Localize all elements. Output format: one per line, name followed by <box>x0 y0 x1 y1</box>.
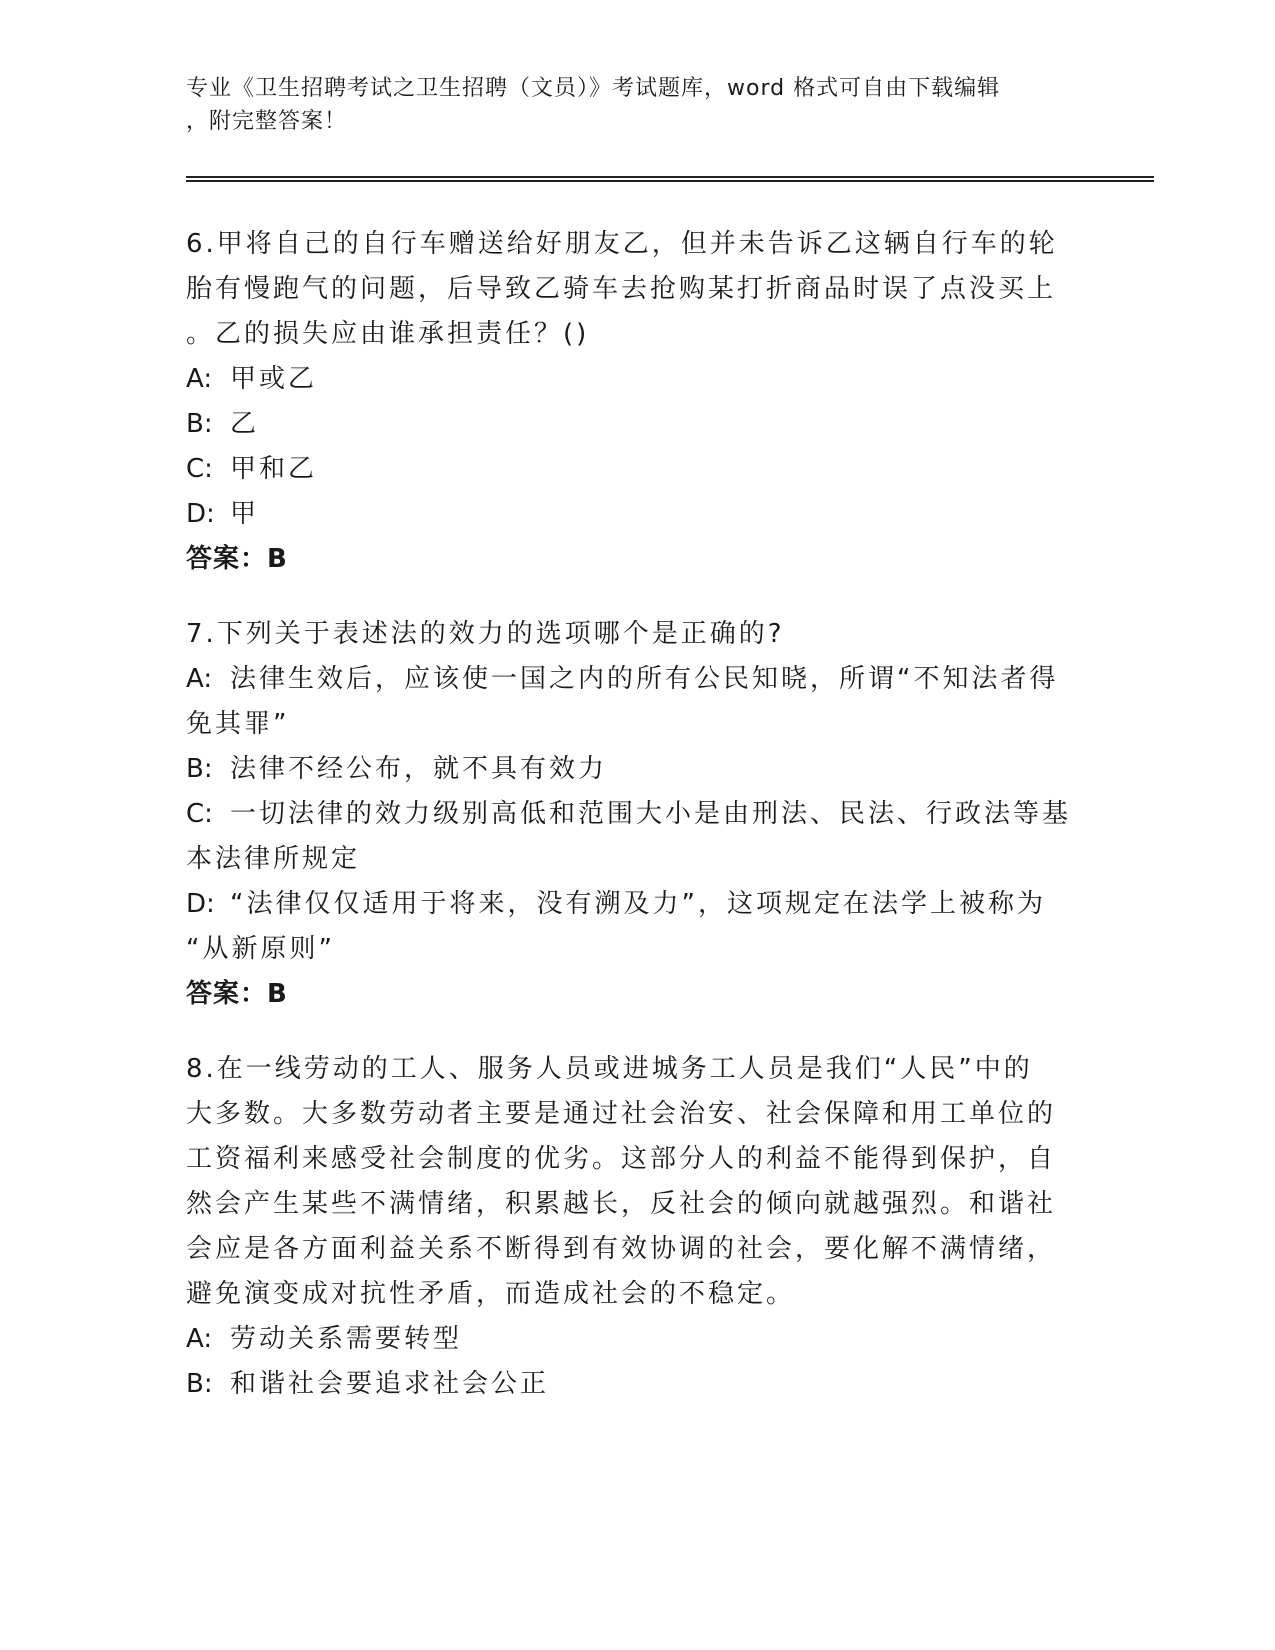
option-text-continuation: 免其罪” <box>186 709 290 739</box>
option-letter: B: <box>186 754 213 784</box>
question-7 <box>186 612 1086 1017</box>
option-text: 甲和乙 <box>230 454 318 484</box>
option-text: “法律仅仅适用于将来，没有溯及力”，这项规定在法学上被称为 <box>230 889 1046 919</box>
option-text: 乙 <box>230 409 260 439</box>
question-text-line: 6.甲将自己的自行车赠送给好朋友乙，但并未告诉乙这辆自行车的轮 <box>186 229 1058 259</box>
question-text-line: 会应是各方面利益关系不断得到有效协调的社会，要化解不满情绪， <box>186 1234 1057 1264</box>
header-line-1: 专业《卫生招聘考试之卫生招聘（文员）》考试题库，word 格式可自由下载编辑 <box>186 76 1001 101</box>
option-text: 和谐社会要追求社会公正 <box>230 1369 550 1399</box>
option-d <box>186 492 1086 537</box>
question-text-line: 然会产生某些不满情绪，积累越长，反社会的倾向就越强烈。和谐社 <box>186 1189 1057 1219</box>
option-text: 甲或乙 <box>230 364 318 394</box>
question-text-line: 工资福利来感受社会制度的优劣。这部分人的利益不能得到保护，自 <box>186 1144 1057 1174</box>
option-letter: D: <box>186 499 215 529</box>
option-letter: D: <box>186 889 215 919</box>
option-c <box>186 447 1086 492</box>
option-c <box>186 792 1086 837</box>
option-a <box>186 357 1086 402</box>
header-line-2: ，附完整答案！ <box>186 109 348 134</box>
question-text-line: 胎有慢跑气的问题，后导致乙骑车去抢购某打折商品时误了点没买上 <box>186 274 1057 304</box>
header-divider <box>186 176 1154 182</box>
option-text: 法律不经公布，就不具有效力 <box>230 754 608 784</box>
option-letter: A: <box>186 664 213 694</box>
question-text-line: 大多数。大多数劳动者主要是通过社会治安、社会保障和用工单位的 <box>186 1099 1057 1129</box>
answer-label: 答案：B <box>186 979 288 1009</box>
option-text: 甲 <box>230 499 260 529</box>
option-text: 劳动关系需要转型 <box>230 1324 463 1354</box>
option-letter: C: <box>186 799 213 829</box>
question-text-line: 。乙的损失应由谁承担责任？() <box>186 319 590 349</box>
option-letter: B: <box>186 409 213 439</box>
option-text: 法律生效后，应该使一国之内的所有公民知晓，所谓“不知法者得 <box>230 664 1059 694</box>
option-b <box>186 402 1086 447</box>
option-b <box>186 1362 1086 1407</box>
option-text-continuation: “从新原则” <box>186 934 335 964</box>
question-text-line: 7.下列关于表述法的效力的选项哪个是正确的? <box>186 619 785 649</box>
option-b <box>186 747 1086 792</box>
option-letter: A: <box>186 1324 213 1354</box>
document-header <box>186 72 1066 138</box>
option-text-continuation: 本法律所规定 <box>186 844 361 874</box>
option-letter: C: <box>186 454 213 484</box>
option-a <box>186 1317 1086 1362</box>
option-text: 一切法律的效力级别高低和范围大小是由刑法、民法、行政法等基 <box>230 799 1072 829</box>
question-text-line: 8.在一线劳动的工人、服务人员或进城务工人员是我们“人民”中的 <box>186 1054 1033 1084</box>
option-letter: A: <box>186 364 213 394</box>
question-text-line: 避免演变成对抗性矛盾，而造成社会的不稳定。 <box>186 1279 796 1309</box>
question-8 <box>186 1047 1086 1407</box>
option-a <box>186 657 1086 702</box>
answer-label: 答案：B <box>186 544 288 574</box>
option-letter: B: <box>186 1369 213 1399</box>
question-6 <box>186 222 1086 582</box>
option-d <box>186 882 1086 927</box>
